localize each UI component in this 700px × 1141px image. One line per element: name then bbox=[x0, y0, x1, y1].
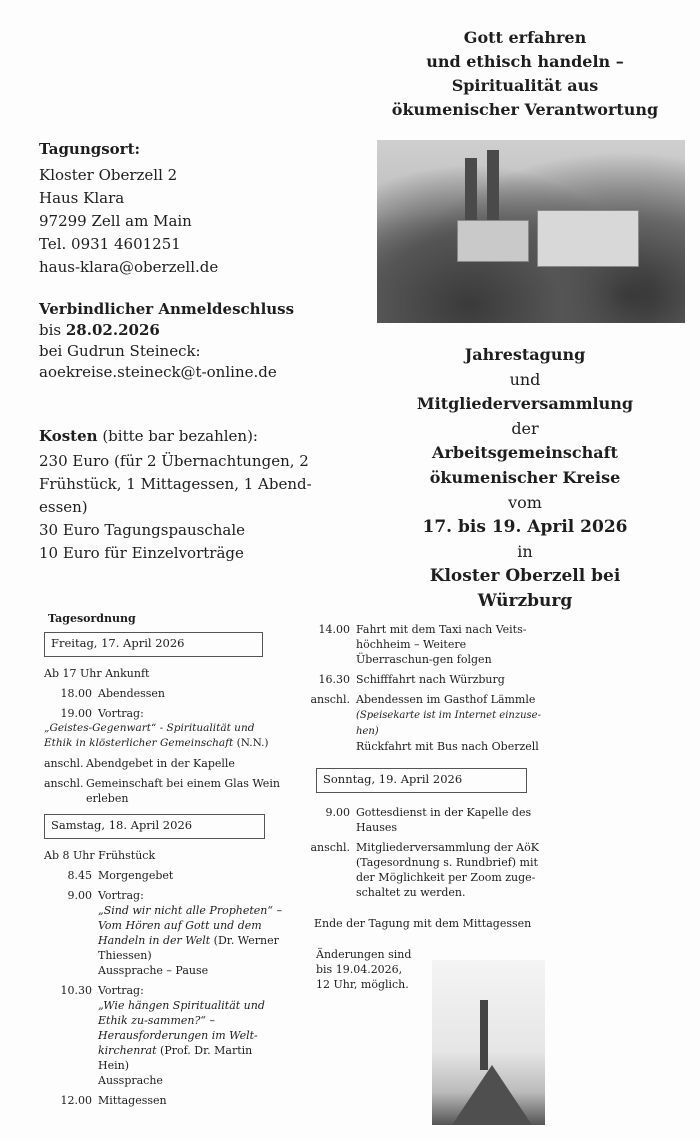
agenda-text: Aussprache – Pause bbox=[98, 964, 209, 977]
agenda-heading: Tagesordnung bbox=[48, 612, 136, 625]
agenda-time: 8.45 bbox=[67, 869, 92, 882]
costs-section bbox=[39, 425, 334, 565]
title-line: Spiritualität aus bbox=[451, 76, 599, 95]
agenda-text: Gottesdienst in der Kapelle des Hauses bbox=[356, 806, 532, 834]
agenda-time: 14.00 bbox=[318, 623, 350, 636]
agenda-text: Abendessen bbox=[98, 687, 166, 700]
changes-note: Änderungen sind bis 19.04.2026, 12 Uhr, möglich. bbox=[316, 948, 412, 991]
talk-speaker: (N.N.) bbox=[233, 737, 269, 749]
cost-line: 30 Euro Tagungspauschale bbox=[39, 521, 246, 539]
agenda-text: Vortrag: bbox=[98, 889, 144, 902]
venue-section bbox=[39, 138, 339, 279]
venue-email: haus-klara@oberzell.de bbox=[39, 258, 219, 276]
event-place: Kloster Oberzell bei Würzburg bbox=[429, 566, 621, 611]
registration-section bbox=[39, 298, 339, 383]
event-line: Mitgliederversammlung bbox=[416, 394, 634, 414]
document-title bbox=[370, 26, 680, 122]
venue-line: Kloster Oberzell 2 bbox=[39, 166, 178, 184]
venue-heading: Tagungsort: bbox=[39, 140, 141, 158]
agenda-item bbox=[302, 672, 542, 687]
agenda-note: (Speisekarte ist im Internet einzuse-hen) bbox=[356, 710, 541, 737]
day-header-saturday: Samstag, 18. April 2026 bbox=[44, 814, 265, 839]
day-header-sunday: Sonntag, 19. April 2026 bbox=[316, 768, 527, 793]
registration-heading: Verbindlicher Anmeldeschluss bbox=[39, 300, 295, 318]
event-line: der bbox=[511, 418, 539, 438]
title-line: Gott erfahren bbox=[463, 28, 587, 47]
agenda-text: Morgengebet bbox=[98, 869, 174, 882]
event-dates: 17. bis 19. April 2026 bbox=[422, 517, 628, 538]
agenda-item bbox=[44, 776, 284, 806]
event-line: ökumenischer Kreise bbox=[429, 467, 621, 487]
costs-heading: Kosten bbox=[39, 427, 98, 445]
agenda-item bbox=[302, 805, 542, 835]
event-line: vom bbox=[508, 492, 542, 512]
arrival-text: Ab 17 Uhr Ankunft bbox=[44, 667, 150, 680]
agenda-text: Rückfahrt mit Bus nach Oberzell bbox=[356, 740, 539, 753]
costs-note: (bitte bar bezahlen): bbox=[97, 427, 258, 445]
agenda-time: 12.00 bbox=[60, 1094, 92, 1107]
agenda-text: Fahrt mit dem Taxi nach Veits-höchheim – Weitere Überraschun-gen folgen bbox=[356, 623, 527, 666]
agenda-time: anschl. bbox=[44, 757, 84, 770]
deadline-prefix: bis bbox=[39, 321, 66, 339]
venue-line: 97299 Zell am Main bbox=[39, 212, 192, 230]
cost-line: 10 Euro für Einzelvorträge bbox=[39, 544, 244, 562]
agenda-text: Vortrag: bbox=[98, 984, 144, 997]
agenda-text: Mitgliederversammlung der AöK (Tagesordnung s. Rundbrief) mit der Möglichkeit per Zoom zuge-schaltet zu werden. bbox=[356, 841, 539, 899]
agenda-item bbox=[44, 868, 284, 883]
talk-speaker: (Prof. Dr. Martin Hein) bbox=[98, 1044, 253, 1072]
agenda-item bbox=[302, 622, 542, 667]
event-info bbox=[380, 343, 670, 614]
end-note: Ende der Tagung mit dem Mittagessen bbox=[314, 917, 532, 930]
agenda-left-column bbox=[44, 611, 284, 1108]
agenda-time: anschl. bbox=[310, 693, 350, 706]
event-line: und bbox=[509, 369, 541, 389]
agenda-item bbox=[44, 1093, 284, 1108]
agenda-text: Vortrag: bbox=[98, 707, 144, 720]
agenda-right-column bbox=[302, 622, 542, 992]
agenda-item bbox=[44, 686, 284, 701]
agenda-time: 9.00 bbox=[325, 806, 350, 819]
talk-title: „Sind wir nicht alle Propheten“ – Vom Hören auf Gott und dem Handeln in der Welt bbox=[98, 904, 282, 947]
talk-title: „Wie hängen Spiritualität und Ethik zu-sammen?“ – Herausforderungen im Welt-kirchenrat bbox=[98, 999, 265, 1057]
title-line: und ethisch handeln – bbox=[426, 52, 624, 71]
church-spire-photo bbox=[432, 960, 545, 1125]
agenda-time: 18.00 bbox=[60, 687, 92, 700]
agenda-item bbox=[44, 983, 284, 1088]
agenda-text: Mittagessen bbox=[98, 1094, 167, 1107]
agenda-time: 10.30 bbox=[60, 984, 92, 997]
event-line: in bbox=[517, 541, 533, 561]
agenda-item bbox=[44, 756, 284, 771]
event-line: Arbeitsgemeinschaft bbox=[432, 443, 618, 463]
agenda-item bbox=[302, 692, 542, 754]
registration-contact: bei Gudrun Steineck: bbox=[39, 342, 201, 360]
agenda-time: 19.00 bbox=[60, 707, 92, 720]
agenda-time: 9.00 bbox=[67, 889, 92, 902]
talk-speaker: (Dr. Werner Thiessen) bbox=[98, 934, 279, 962]
deadline-date: 28.02.2026 bbox=[65, 321, 160, 339]
agenda-text: Aussprache bbox=[98, 1074, 163, 1087]
day-header-friday: Freitag, 17. April 2026 bbox=[44, 632, 263, 657]
agenda-item bbox=[44, 888, 284, 978]
cost-line: 230 Euro (für 2 Übernachtungen, 2 Frühstück, 1 Mittagessen, 1 Abend-essen) bbox=[39, 452, 312, 516]
agenda-text: Gemeinschaft bei einem Glas Wein erleben bbox=[86, 777, 280, 805]
monastery-photo bbox=[377, 140, 685, 323]
agenda-time: anschl. bbox=[310, 841, 350, 854]
agenda-item bbox=[302, 840, 542, 900]
agenda-time: anschl. bbox=[44, 777, 84, 790]
agenda-time: 16.30 bbox=[318, 673, 350, 686]
venue-line: Tel. 0931 4601251 bbox=[39, 235, 181, 253]
agenda-text: Abendgebet in der Kapelle bbox=[86, 757, 235, 770]
arrival-text: Ab 8 Uhr Frühstück bbox=[44, 849, 156, 862]
registration-email: aoekreise.steineck@t-online.de bbox=[39, 363, 277, 381]
agenda-text: Schifffahrt nach Würzburg bbox=[356, 673, 505, 686]
agenda-item bbox=[44, 706, 284, 721]
title-line: ökumenischer Verantwortung bbox=[391, 100, 659, 119]
agenda-text: Abendessen im Gasthof Lämmle bbox=[356, 693, 536, 706]
talk-title: „Geistes-Gegenwart“ - Spiritualität und Ethik in klösterlicher Gemeinschaft bbox=[44, 722, 255, 749]
venue-line: Haus Klara bbox=[39, 189, 125, 207]
event-line: Jahrestagung bbox=[464, 345, 586, 364]
